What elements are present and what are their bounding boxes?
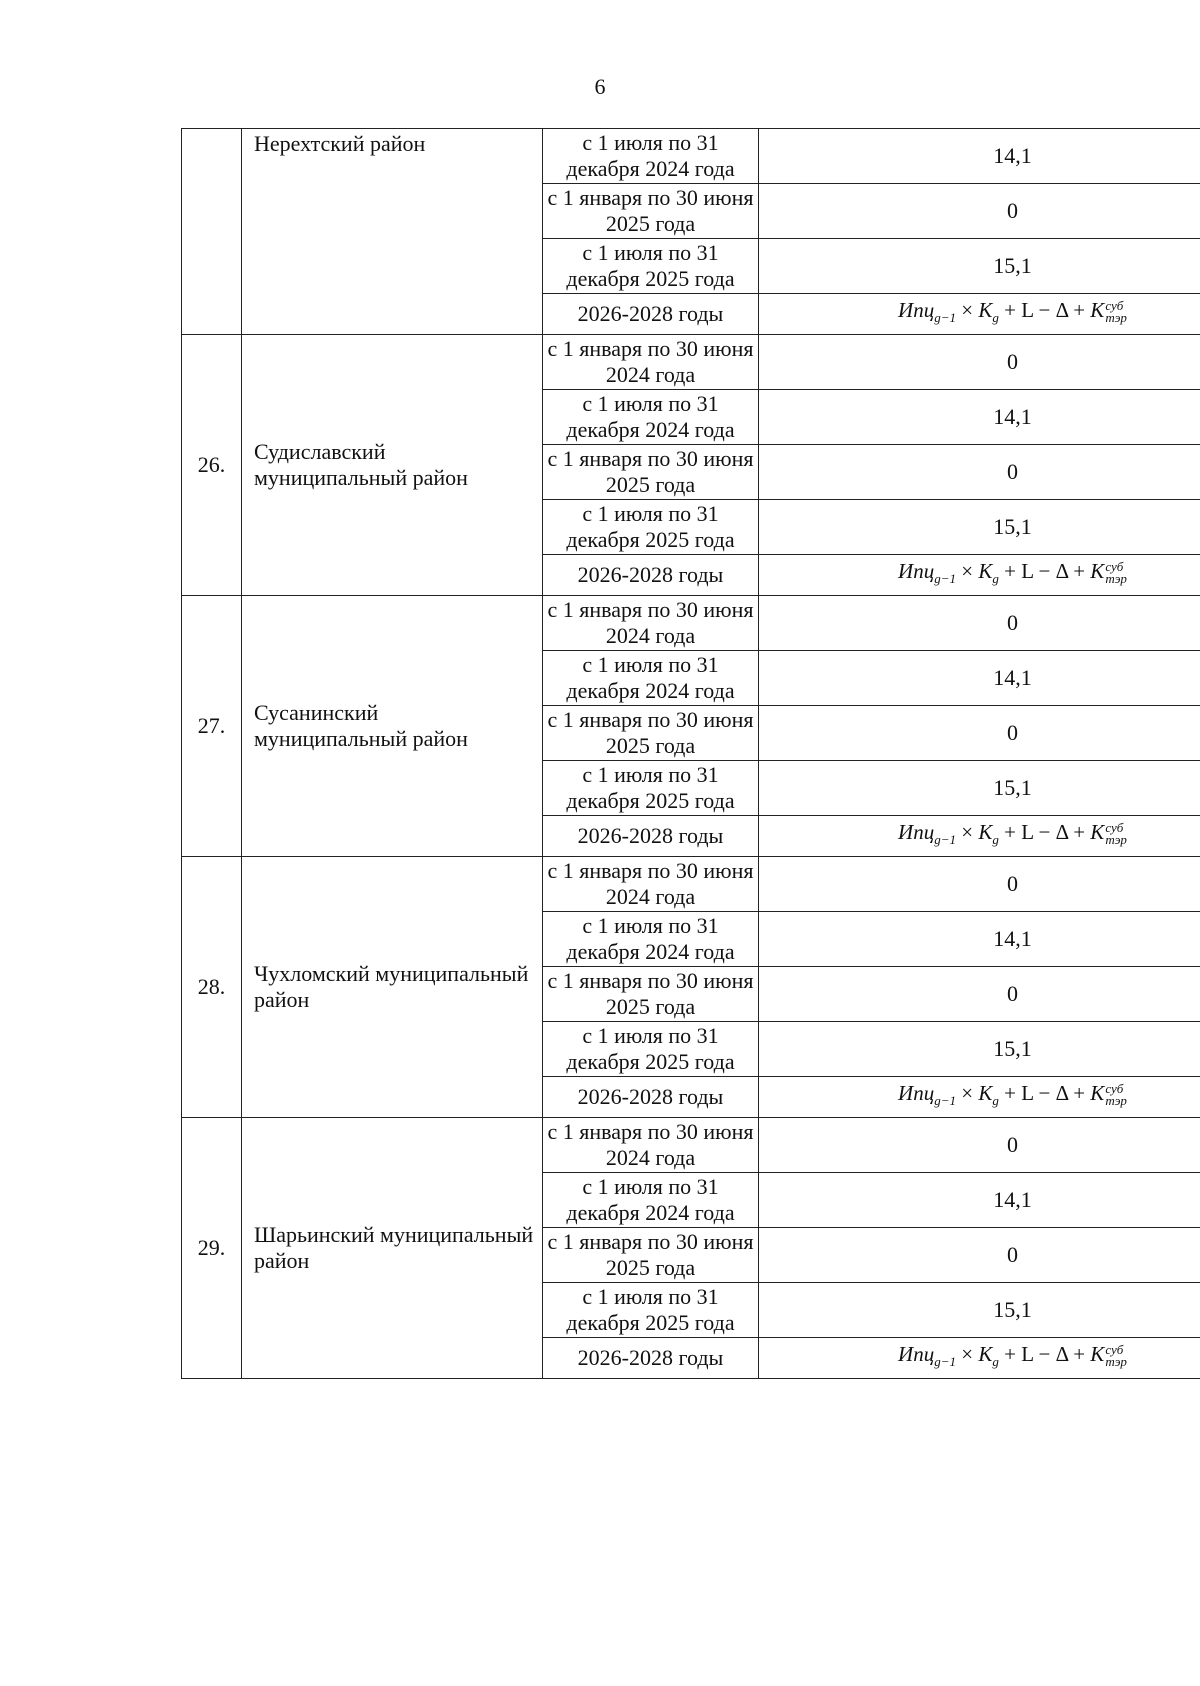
page-number: 6 — [594, 74, 606, 99]
table-row — [182, 335, 1200, 390]
period-cell: с 1 июля по 31 декабря 2025 года — [543, 1022, 759, 1077]
value-cell: 15,1 — [759, 761, 1200, 816]
formula-sub-ter: тэр — [1105, 571, 1127, 587]
formula-sup: суб — [1105, 1342, 1124, 1358]
formula — [898, 558, 1127, 587]
district-name: Нерехтский район — [242, 129, 543, 335]
formula-sup: суб — [1105, 1081, 1124, 1097]
period-cell: с 1 июля по 31 декабря 2025 года — [543, 1283, 759, 1338]
period-cell: с 1 июля по 31 декабря 2024 года — [543, 1173, 759, 1228]
formula-sub-ter: тэр — [1105, 1093, 1127, 1109]
period-cell: 2026-2028 годы — [543, 1077, 759, 1118]
formula-sup: суб — [1105, 559, 1124, 575]
period-cell: 2026-2028 годы — [543, 294, 759, 335]
formula — [898, 1341, 1127, 1370]
formula-sub-g1: g−1 — [934, 832, 956, 848]
formula-k2: K — [1090, 1341, 1105, 1366]
period-cell: 2026-2028 годы — [543, 555, 759, 596]
table-row — [182, 596, 1200, 651]
table-row — [182, 129, 1200, 184]
formula-cell — [759, 1077, 1200, 1118]
formula-cell — [759, 555, 1200, 596]
period-cell: с 1 января по 30 июня 2024 года — [543, 596, 759, 651]
formula-times: × — [961, 1341, 974, 1366]
formula-plus-l-minus: + L − Δ + — [1004, 297, 1086, 322]
formula-sub-g1: g−1 — [934, 310, 956, 326]
period-cell: с 1 июля по 31 декабря 2025 года — [543, 239, 759, 294]
value-cell: 0 — [759, 184, 1200, 239]
period-cell: 2026-2028 годы — [543, 816, 759, 857]
value-cell: 0 — [759, 857, 1200, 912]
table-row — [182, 857, 1200, 912]
value-cell: 0 — [759, 1118, 1200, 1173]
value-cell: 0 — [759, 596, 1200, 651]
formula-ipc: Ипц — [898, 1341, 935, 1366]
table-row — [182, 1118, 1200, 1173]
formula-sub-g: g — [992, 832, 999, 848]
value-cell: 15,1 — [759, 1022, 1200, 1077]
district-name: Сусанинский муниципальный район — [242, 596, 543, 857]
row-number: 29. — [182, 1118, 242, 1379]
formula-sup: суб — [1105, 820, 1124, 836]
formula-sub-g: g — [992, 310, 999, 326]
period-cell: с 1 июля по 31 декабря 2024 года — [543, 651, 759, 706]
tariff-table — [181, 128, 1200, 1379]
formula-plus-l-minus: + L − Δ + — [1004, 819, 1086, 844]
formula-plus-l-minus: + L − Δ + — [1004, 1080, 1086, 1105]
formula-k2: K — [1090, 297, 1105, 322]
formula-sup: суб — [1105, 298, 1124, 314]
formula — [898, 297, 1127, 326]
formula-k2: K — [1090, 558, 1105, 583]
formula-plus-l-minus: + L − Δ + — [1004, 558, 1086, 583]
period-cell: с 1 января по 30 июня 2025 года — [543, 184, 759, 239]
formula-k: K — [978, 819, 993, 844]
period-cell: с 1 июля по 31 декабря 2024 года — [543, 390, 759, 445]
formula-plus-l-minus: + L − Δ + — [1004, 1341, 1086, 1366]
value-cell: 15,1 — [759, 1283, 1200, 1338]
formula-sub-ter: тэр — [1105, 832, 1127, 848]
period-cell: с 1 июля по 31 декабря 2024 года — [543, 912, 759, 967]
value-cell: 14,1 — [759, 651, 1200, 706]
formula-k: K — [978, 1341, 993, 1366]
formula-cell — [759, 1338, 1200, 1379]
formula-k: K — [978, 558, 993, 583]
formula-times: × — [961, 1080, 974, 1105]
formula-sub-g: g — [992, 1354, 999, 1370]
value-cell: 14,1 — [759, 912, 1200, 967]
district-name: Чухломский муниципальный район — [242, 857, 543, 1118]
value-cell: 14,1 — [759, 129, 1200, 184]
period-cell: с 1 января по 30 июня 2024 года — [543, 335, 759, 390]
formula-k: K — [978, 297, 993, 322]
period-cell: с 1 января по 30 июня 2025 года — [543, 967, 759, 1022]
formula-k: K — [978, 1080, 993, 1105]
formula-cell — [759, 294, 1200, 335]
district-name: Шарьинский муниципальный район — [242, 1118, 543, 1379]
value-cell: 15,1 — [759, 500, 1200, 555]
formula-ipc: Ипц — [898, 1080, 935, 1105]
row-number — [182, 129, 242, 335]
value-cell: 0 — [759, 967, 1200, 1022]
period-cell: 2026-2028 годы — [543, 1338, 759, 1379]
formula-times: × — [961, 819, 974, 844]
period-cell: с 1 января по 30 июня 2025 года — [543, 445, 759, 500]
formula — [898, 1080, 1127, 1109]
formula-ipc: Ипц — [898, 297, 935, 322]
formula-sub-g1: g−1 — [934, 571, 956, 587]
formula-sub-ter: тэр — [1105, 1354, 1127, 1370]
formula-k2: K — [1090, 819, 1105, 844]
formula-sub-g: g — [992, 1093, 999, 1109]
period-cell: с 1 января по 30 июня 2024 года — [543, 1118, 759, 1173]
row-number: 27. — [182, 596, 242, 857]
formula-times: × — [961, 297, 974, 322]
formula-ipc: Ипц — [898, 819, 935, 844]
district-name: Судиславский муниципальный район — [242, 335, 543, 596]
value-cell: 0 — [759, 445, 1200, 500]
formula — [898, 819, 1127, 848]
formula-k2: K — [1090, 1080, 1105, 1105]
period-cell: с 1 июля по 31 декабря 2024 года — [543, 129, 759, 184]
formula-sub-g1: g−1 — [934, 1093, 956, 1109]
value-cell: 14,1 — [759, 1173, 1200, 1228]
period-cell: с 1 января по 30 июня 2024 года — [543, 857, 759, 912]
formula-times: × — [961, 558, 974, 583]
period-cell: с 1 января по 30 июня 2025 года — [543, 706, 759, 761]
formula-ipc: Ипц — [898, 558, 935, 583]
formula-sub-ter: тэр — [1105, 310, 1127, 326]
value-cell: 0 — [759, 335, 1200, 390]
formula-cell — [759, 816, 1200, 857]
value-cell: 0 — [759, 1228, 1200, 1283]
row-number: 26. — [182, 335, 242, 596]
value-cell: 0 — [759, 706, 1200, 761]
value-cell: 14,1 — [759, 390, 1200, 445]
value-cell: 15,1 — [759, 239, 1200, 294]
row-number: 28. — [182, 857, 242, 1118]
formula-sub-g1: g−1 — [934, 1354, 956, 1370]
period-cell: с 1 июля по 31 декабря 2025 года — [543, 500, 759, 555]
formula-sub-g: g — [992, 571, 999, 587]
period-cell: с 1 июля по 31 декабря 2025 года — [543, 761, 759, 816]
period-cell: с 1 января по 30 июня 2025 года — [543, 1228, 759, 1283]
